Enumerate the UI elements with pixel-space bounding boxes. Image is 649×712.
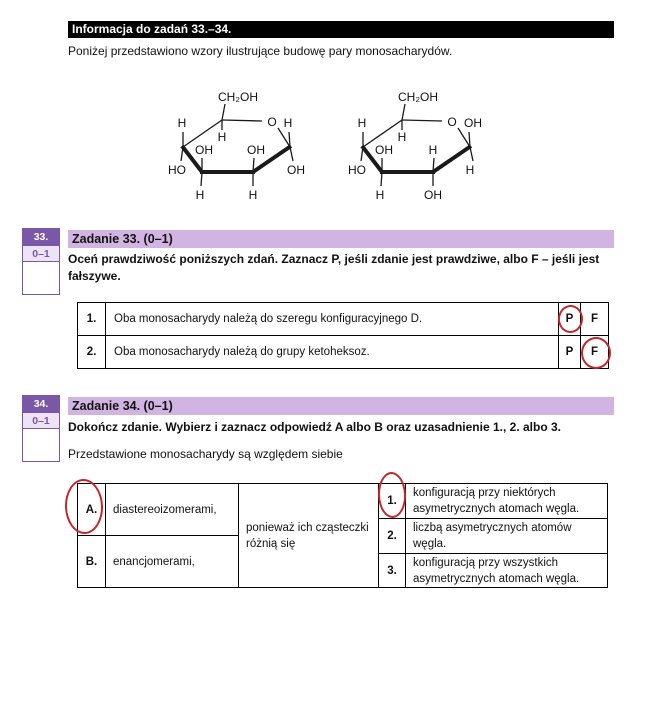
- c3-up-label: OH: [195, 143, 213, 157]
- reason-intro-cell: ponieważ ich cząsteczki różnią się: [239, 484, 379, 587]
- task34-instruction: Dokończ zdanie. Wybierz i zaznacz odpowiedź A albo B oraz uzasadnienie 1., 2. albo 3.: [68, 420, 561, 434]
- option-b-cell: B.: [78, 536, 106, 587]
- margin-tab-task33: [22, 228, 60, 295]
- task33-title-bar: Zadanie 33. (0–1): [68, 230, 614, 248]
- option-b-text: enancjomerami,: [106, 536, 239, 587]
- statement-number: 1.: [78, 303, 106, 336]
- justification-3-label: 3.: [379, 554, 406, 587]
- task-points-badge: 0–1: [23, 412, 59, 428]
- task33-instruction: Oceń prawdziwość poniższych zdań. Zaznacz P, jeśli zdanie jest prawdziwe, albo F – jeśli jest fałszywe.: [68, 252, 600, 283]
- monosaccharide-structure-left: [160, 88, 335, 213]
- intro-text: Poniżej przedstawiono wzory ilustrujące budowę pary monosacharydów.: [68, 44, 453, 58]
- c2-up-label: OH: [247, 143, 265, 157]
- c2-down-label: H: [248, 188, 258, 202]
- answer-p-cell: P: [559, 303, 581, 336]
- ch2oh-label: CH₂OH: [398, 90, 438, 104]
- score-entry-box: [23, 428, 59, 461]
- c3-up-label: OH: [375, 143, 393, 157]
- c1-down-label: OH: [287, 163, 305, 177]
- justification-1-label: 1.: [379, 484, 406, 519]
- option-a-cell: A.: [78, 484, 106, 536]
- margin-tab-task34: [22, 395, 60, 462]
- justification-2-label: 2.: [379, 519, 406, 554]
- justification-2-text: liczbą asymetrycznych atomów węgla.: [406, 519, 607, 554]
- answer-p-cell: P: [559, 336, 581, 369]
- choice-justification-table: [77, 483, 608, 588]
- c1-up-label: OH: [464, 116, 482, 130]
- statement-number: 2.: [78, 336, 106, 369]
- c2-up-label: H: [428, 143, 438, 157]
- task-number-badge: 34.: [23, 396, 59, 412]
- c4-up-label: H: [357, 116, 367, 130]
- c5-down-label: H: [217, 130, 227, 144]
- table-row: [78, 336, 609, 369]
- c1-down-label: H: [465, 163, 475, 177]
- statement-text: Oba monosacharydy należą do szeregu konfiguracyjnego D.: [106, 303, 559, 336]
- table-row: [78, 303, 609, 336]
- c5-down-label: H: [397, 130, 407, 144]
- ring-oxygen-label: O: [267, 115, 277, 129]
- answer-f-cell: F: [581, 303, 609, 336]
- task-points-badge: 0–1: [23, 245, 59, 261]
- ch2oh-label: CH₂OH: [218, 90, 258, 104]
- score-entry-box: [23, 261, 59, 294]
- c2-down-label: OH: [424, 188, 442, 202]
- c4-up-label: H: [177, 116, 187, 130]
- justification-3-text: konfiguracją przy wszystkich asymetrycznych atomach węgla.: [413, 556, 580, 585]
- task34-lead-sentence: Przedstawione monosacharydy są względem siebie: [68, 447, 343, 461]
- option-a-text: diastereoizomerami,: [106, 484, 239, 536]
- c4-down-label: HO: [168, 163, 186, 177]
- task34-title-bar: Zadanie 34. (0–1): [68, 397, 614, 415]
- statement-text: Oba monosacharydy należą do grupy ketoheksoz.: [106, 336, 559, 369]
- answer-f-cell: F: [581, 336, 609, 369]
- answer-mark-circle-f-row2: [581, 337, 611, 369]
- c3-down-label: H: [375, 188, 385, 202]
- justification-1-text: konfiguracją przy niektórych asymetrycznych atomach węgla.: [406, 484, 607, 519]
- c1-up-label: H: [283, 116, 293, 130]
- ring-oxygen-label: O: [447, 115, 457, 129]
- info-header-bar: Informacja do zadań 33.–34.: [68, 21, 614, 38]
- task-number-badge: 33.: [23, 229, 59, 245]
- monosaccharide-structure-right: [340, 88, 515, 213]
- true-false-table: [77, 302, 609, 369]
- c3-down-label: H: [195, 188, 205, 202]
- c4-down-label: HO: [348, 163, 366, 177]
